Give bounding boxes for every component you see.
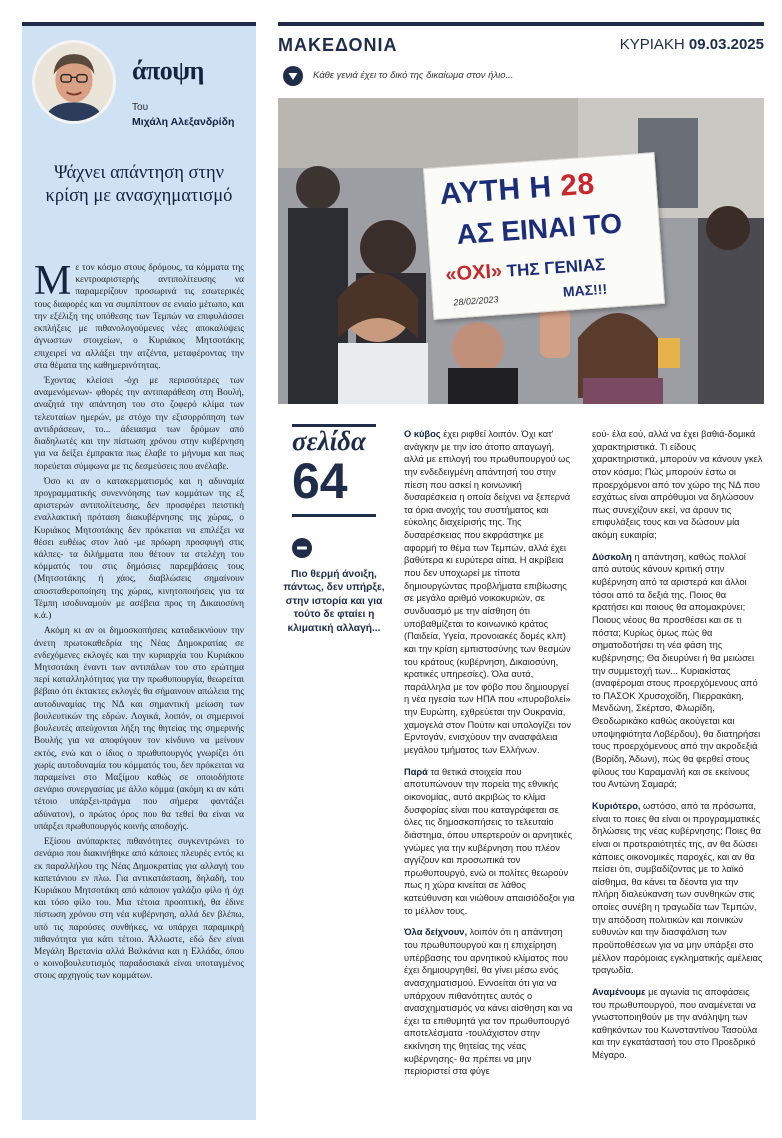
- article-paragraph: εού- έλα εού, αλλά να έχει βαθιά-δομικά χαρακτηριστικά. Τι είδους χαρακτηριστικά, μπορούν να κάνουν γκελ στον κόσμο; Πώς μπορούν έστω οι προερχόμενοι από τον χώρο της ΝΔ που εσχάτως είναι απρόθυμοι να δηλώσουν πως συνεχίζουν εκεί, να άρουν τις επιφυλάξεις τους και να δώσουν μία ακόμη ευκαιρία;: [592, 429, 763, 541]
- issue-date: 09.03.2025: [688, 36, 764, 53]
- page-number: 64: [292, 453, 348, 509]
- protest-placard: [423, 152, 665, 320]
- placard-line-4: ΜΑΣ!!!: [562, 280, 608, 300]
- placard-line-2: ΑΣ ΕΙΝΑΙ ΤΟ: [455, 207, 624, 251]
- opinion-header: [22, 26, 256, 136]
- article-paragraph: Αναμένουμε με αγωνία τις αποφάσεις του πρωθυπουργού, που αναμένεται να γνωστοποιηθούν με την ανάληψη των καθηκόντων του Κωνσταντίνου Τασούλα και την εγκατάστασή του στο Προεδρικό Μέγαρο.: [592, 986, 758, 1061]
- page-reference-box: [278, 420, 388, 660]
- article-paragraph: Κυριότερο, ωστόσο, από τα πρόσωπα, είναι το ποιες θα είναι οι προγραμματικές δηλώσεις της νέας κυβέρνησης; Ποιες θα είναι οι προτεραιότητές της, αν θα δώσει κάποιες οικονομικές παροχές, και αν θα πείσει ότι, συμβαδίζοντας με το λαϊκό αίσθημα, θα κάνει τα δέοντα για την πλήρη διαλεύκανση των συνθηκών στις οποίες συνέβη η τραγωδία των Τεμπών, την απόδοση πολιτικών και ποινικών ευθυνών και την διασφάλιση των προϋποθέσεων για να μην υπάρξει στο μέλλον παρόμοιας εγκληματικής αμέλειας τραγωδία.: [592, 800, 763, 976]
- section-name: ΜΑΚΕΔΟΝΙΑ: [278, 35, 398, 55]
- author-avatar: [32, 40, 116, 124]
- opinion-title: Ψάχνει απάντηση στην κρίση με ανασχηματισμό: [45, 163, 233, 206]
- day-name: ΚΥΡΙΑΚΗ: [619, 36, 685, 53]
- opinion-paragraph: Εξίσου ανύπαρκτες πιθανότητες συγκεντρώνει το σενάριο που διακινήθηκε από κάποιες πλευρές εντός κι εκ παραλλήλου της Νέας Δημοκρατίας για αλλαγή του καπετάνιου εν πλω. Για αντικατάσταση, δηλαδή, του Κυριάκου Μητσοτάκη από κάποιον γαλάζιο φίλο ή όχι και τόσο φίλο του. Μια τέτοια προοπτική, θα έδινε πίστωση χρόνου στη νέα κυβέρνηση, αλλά δεν βλέπω, υπό τις παρούσες συνθήκες, να υπάρχει παραμικρή πιθανότητα για κάτι τέτοιο. Άλλωστε, εδώ δεν είναι Μεγάλη Βρετανία αλλά Βαλκάνια και η Ελλάδα, όπου ο κοινοβουλευτισμός παραδοσιακά είναι υποταγμένος στους αρχηγούς των κομμάτων.: [34, 837, 244, 982]
- triangle-down-icon: [283, 66, 303, 86]
- article-paragraph: Δύσκολη η απάντηση, καθώς πολλοί από αυτούς κάνουν κριτική στην κυβέρνηση από τα αριστερά και άλλοι τόσοι από τα δεξιά της. Ποιος θα κρατήσει και ποιους θα απομακρύνει; Ποιους νέους θα προσθέσει και σε τι πόστα; Κυρίως όμως πώς θα σηματοδοτήσει τη νέα φάση της κυβέρνησης; Θα διευρύνει ή θα μειώσει την συμμετοχή των... Κυριακίστας (αναφέρομαι στους προερχόμενους από το ΠΑΣΟΚ Χρυσοχοΐδη, Πιερρακάκη, Μενδώνη, Σκέρτσο, Φλωρίδη, Θεοδωρικάκο καθώς ακούγεται και υποψηφιότητα Λοβέρδου), θα διατηρήσει τους προερχόμενους από την ακροδεξιά (Βορίδη, Άδωνι), πώς θα φερθεί στους φίλους του Καραμανλή και σε εκείνους του Αντώνη Σαμαρά;: [592, 551, 761, 790]
- page-header: [278, 22, 764, 58]
- opinion-column: [22, 22, 256, 1120]
- divider: [292, 514, 376, 517]
- minus-circle-icon: [292, 538, 312, 558]
- article-paragraph: Παρά τα θετικά στοιχεία που αποτυπώνουν την πορεία της εθνικής οικονομίας, αυτό ακριβώς το κλίμα δυσφορίας είναι που καταγράφεται σε όλες τις δημοσκοπήσεις το τελευταίο διάστημα, όπου υπερτερούν οι αρνητικές γνώμες για την κυβέρνηση που πλέον αγγίζουν και προσωπικά τον πρωθυπουργό, ενώ οι πολίτες θεωρούν πως η χώρα κινείται σε λάθος κατεύθυνση και νιώθουν απαισιόδοξοι για το μέλλον τους.: [404, 766, 575, 916]
- placard-line-3: «ΟΧΙ» ΤΗΣ ΓΕΝΙΑΣ: [444, 254, 606, 286]
- date-line: [620, 36, 764, 53]
- opinion-paragraph: Έχοντας κλείσει -όχι με περισσότερες των αναμενόμενων- φθορές την αντιπαράθεση στη Βουλή, αναζητά την απάντηση του στο ζοφερό κλίμα των τελευταίων ημερών, με στόχο την εξισορρόπηση των αντιδράσεων, το... άδειασμα των δρόμων από διαδηλωτές και την πίστωση χρόνου στην κυβέρνηση για να δείξει έμπρακτα πως έλαβε το μήνυμα και πως πορεύεται σύμφωνα με τις δεσμεύσεις που ανέλαβε.: [34, 375, 244, 472]
- opinion-paragraph: Με τον κόσμο στους δρόμους, τα κόμματα της κεντροαριστερής αντιπολίτευσης να παραμερίζουν προσωρινά τις εσωτερικές τους διαφορές και να συμπίπτουν σε ενιαίο μέτωπο, και την εξέλιξη της υπόθεσης των Τεμπών να επιφυλάσσει εκπλήξεις με πιθανολογούμενες νέες αποκαλύψεις άγνωστων στοιχείων, ο Κυριάκος Μητσοτάκης επιχειρεί να αλλάξει την ατζέντα, μεταφέροντας την στα θέματα της καθημερινότητας.: [34, 258, 244, 371]
- opinion-paragraph: Όσο κι αν ο κατακερματισμός και η αδυναμία προγραμματικής συνεννόησης των κομμάτων της εξ αριστερών αντιπολίτευσης, δεν προσφέρει πειστική εναλλακτική πρόταση διακυβέρνησης της χώρας, ο Κυριάκος Μητσοτάκης δεν πρόκειται να επιλέξει να θέσει ευθέως στον λαό -με πρόωρη προσφυγή στις κάλπες- τα διλήμματα που θέτουν τα στελέχη του κόμματός του στις δημόσιες παρεμβάσεις τους (Μητσοτάκης ή χάος, διαβλώσεις σημαίνουν αποσταθεροποίηση της χώρας, κινητοποιήσεις για τα Τέμπη ισοδυναμούν με ασέβεια προς τη Δικαιοσύνη κ.ά.): [34, 476, 244, 622]
- drop-cap: Μ: [34, 258, 72, 304]
- opinion-body: [34, 258, 244, 983]
- opinion-paragraph: Ακόμη κι αν οι δημοσκοπήσεις καταδεικνύουν την άνετη πρωτοκαθεδρία της Νέας Δημοκρατίας σε ενδεχόμενες εκλογές και την κυριαρχία του Κυριάκου Μητσοτάκη έναντι των αντιπάλων του στο ερώτημα περί καταλληλότητας για την πρωθυπουργία, θεωρείται βέβαιο ότι έκτακτες εκλογές θα σήμαινουν απώλεια της αυτοδυναμίας της ΝΔ και σημαντική μείωση των βουλευτικών της εδρών. Λογικά, λοιπόν, οι σημερινοί βουλευτές απεύχονται λήξη της θητείας της σημερινής Βουλής για να αποφύγουν τον κίνδυνο να μείνουν εκτός, ενώ και ο ίδιος ο πρωθυπουργός γνωρίζει ότι χωρίς αυτοδυναμία του κόμματός του, δεν πρόκειται να παραμείνει στο Μαξίμου καθώς σε οποιοδήποτε σενάριο συνεργασίας με άλλο κόμμα (ακόμη κι αν κάτι τέτοιο υπάρξει-πράγμα που σήμερα φαντάζει αδύνατον), ο πρώτος όρος που θα τεθεί θα είναι να υπάρξει πρωθυπουργός κοινής αποδοχής.: [34, 626, 244, 832]
- protest-photo: [278, 98, 764, 404]
- article-paragraph: Όλα δείχνουν, λοιπόν ότι η απάντηση του πρωθυπουργού και η επιχείρηση υπέρβασης του αρνητικού κλίματος που έχει δημιουργηθεί, θα γίνει μέσω ενός ανασχηματισμού. Εννοείται ότι για να υπάρχουν πιθανότητες αυτός ο ανασχηματισμός να κάνει αίσθηση και να έχει τα επιθυμητά για τον πρωθυπουργό αποτελέσματα -τουλάχιστον στην εκκίνηση της θητείας της νέας κυβέρνησης- θα πρέπει να μην περιοριστεί στα φύγε: [404, 927, 573, 1077]
- page-word: σελίδα: [292, 426, 366, 456]
- article-column-2: [592, 428, 764, 1071]
- opinion-label: άποψη: [132, 56, 204, 85]
- author-name: Μιχάλη Αλεξανδρίδη: [132, 116, 235, 128]
- byline-prefix: Του: [132, 102, 149, 113]
- photo-caption-row: [283, 66, 763, 88]
- article-paragraph: Ο κύβος έχει ριφθεί λοιπόν. Όχι κατ' ανάγκην με την ίσο άτοπο απαγωγή, αλλά με επιλογή του πρωθυπουργού ως την ενδεδειγμένη απάντησή του στην πίεση που ασκεί η κοινωνική δυσαρέσκεια η οποία δείχνει να ξεπερνά τα όρια ανοχής του συστήματος και εύκολης διαχείρισής της. Της δυσαρέσκειας που εκφράστηκε με αφορμή το θέμα των Τεμπών, αλλά έχει βαθύτερα κι ευρύτερα αίτια. Η ακρίβεια που δεν υποχωρεί με τίποτα δημιουργώντας προβλήματα επιβίωσης σε μεγάλο αριθμό νοικοκυριών, σε συνδυασμό με την αίσθηση ότι υποβαθμίζεται το κοινωνικό κράτος (Παιδεία, Υγεία, προνοιακές δομές κλπ) και την κρίση εμπιστοσύνης των θεσμών του κράτους (κυβέρνηση, Δικαιοσύνη, κρατικές υπηρεσίες). Όλα αυτά, παράλληλα με τον φόβο που δημιουργεί η νέα ηγεσία των ΗΠΑ που «πυροβολεί» την Ευρώπη, εχθρεύεται την Ουκρανία, χαμογελά στον Πούτιν και υπολογίζει τον Ερντογάν, ενισχύουν την ανασφάλεια μεγάλου τμήματος των Ελλήνων.: [404, 429, 571, 756]
- photo-caption: Κάθε γενιά έχει το δικό της δικαίωμα στον ήλιο...: [313, 70, 514, 81]
- placard-date: 28/02/2023: [453, 294, 499, 308]
- article-column-1: [404, 428, 576, 1087]
- placard-line-1: ΑΥΤΗ Η 28: [438, 167, 596, 212]
- pull-quote: Πιο θερμή άνοιξη, πάντως, δεν υπήρξε, στην ιστορία και για τούτο δε φταίει η κλιματική αλλαγή...: [283, 569, 385, 634]
